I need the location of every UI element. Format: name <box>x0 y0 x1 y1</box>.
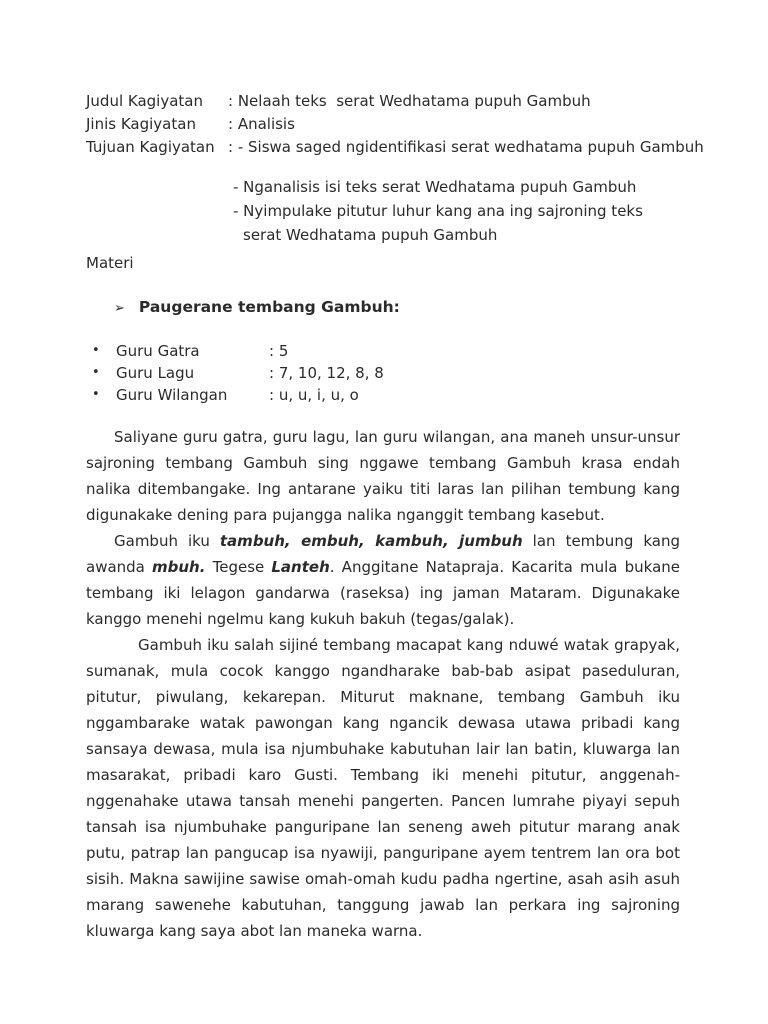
meta-label: Judul Kagiyatan <box>86 92 203 110</box>
rules-list <box>86 340 680 406</box>
arrow-bullet-icon: ➢ <box>114 301 125 316</box>
tujuan-sub-item: - Nyimpulake pitutur luhur kang ana ing sajroning teks serat Wedhatama pupuh Gambuh <box>233 202 643 244</box>
section-heading-text: Paugerane tembang Gambuh: <box>138 298 400 316</box>
meta-value: : Analisis <box>228 115 295 133</box>
rule-row <box>86 384 680 406</box>
tujuan-sub-list <box>233 175 685 247</box>
rule-row <box>86 362 680 384</box>
meta-row <box>86 113 680 136</box>
meta-label: Tujuan Kagiyatan <box>86 138 215 156</box>
rule-value: : 5 <box>269 342 289 360</box>
rule-row <box>86 340 680 362</box>
paragraph: Gambuh iku salah sijiné tembang macapat kang nduwé watak grapyak, sumanak, mula cocok kanggo ngandharake bab-bab asipat paseduluran, pitutur, piwulang, kekarepan. Miturut maknane, tembang Gambuh iku nggambarake watak pawongan kang ngancik dewasa utawa pribadi kang sansaya dewasa, mula isa njumbuhake kabutuhan lair lan batin, kluwarga lan masarakat, pribadi karo Gusti. Tembang iki menehi pitutur, anggenah-nggenahake utawa tansah menehi pangerten. Pancen lumrahe piyayi sepuh tansah isa njumbuhake panguripane lan seneng aweh pitutur marang anak putu, patrap lan pangucap isa nyawiji, panguripane ayem tentrem lan ora bot sisih. Makna sawijine sawise omah-omah kudu padha ngertine, asah asih asuh marang sawenehe kabutuhan, tanggung jawab lan perkara ing sajroning kluwarga kang saya abot lan maneka warna. <box>86 636 680 940</box>
materi-label: Materi <box>86 254 134 272</box>
paragraph: Saliyane guru gatra, guru lagu, lan guru wilangan, ana maneh unsur-unsur sajroning tembang Gambuh sing nggawe tembang Gambuh krasa endah nalika ditembangake. Ing antarane yaiku titi laras lan pilihan tembung kang digunakake dening para pujangga nalika nganggit tembang kasebut. <box>86 428 680 524</box>
meta-row <box>86 136 704 159</box>
document-content <box>86 90 704 944</box>
bullet-icon: • <box>92 365 100 380</box>
rule-value: : u, u, i, u, o <box>269 386 359 404</box>
paragraph: Gambuh iku tambuh, embuh, kambuh, jumbuh lan tembung kang awanda mbuh. Tegese Lanteh. Anggitane Natapraja. Kacarita mula bukane tembang iki lelagon gandarwa (raseksa) ing jaman Mataram. Digunakake kanggo menehi ngelmu kang kukuh bakuh (tegas/galak). <box>86 532 680 628</box>
section-heading <box>114 296 680 320</box>
rule-value: : 7, 10, 12, 8, 8 <box>269 364 384 382</box>
meta-block <box>86 90 704 159</box>
bullet-icon: • <box>92 387 100 402</box>
bullet-icon: • <box>92 343 100 358</box>
body-paragraphs <box>86 424 680 944</box>
meta-row <box>86 90 680 113</box>
rule-label: Guru Gatra <box>116 342 200 360</box>
meta-label: Jinis Kagiyatan <box>86 115 196 133</box>
rule-label: Guru Wilangan <box>116 386 228 404</box>
tujuan-sub-item: - Nganalisis isi teks serat Wedhatama pupuh Gambuh <box>233 178 637 196</box>
meta-value: : - Siswa saged ngidentifikasi serat wedhatama pupuh Gambuh <box>228 138 704 156</box>
meta-value: : Nelaah teks serat Wedhatama pupuh Gambuh <box>228 92 591 110</box>
rule-label: Guru Lagu <box>116 364 195 382</box>
